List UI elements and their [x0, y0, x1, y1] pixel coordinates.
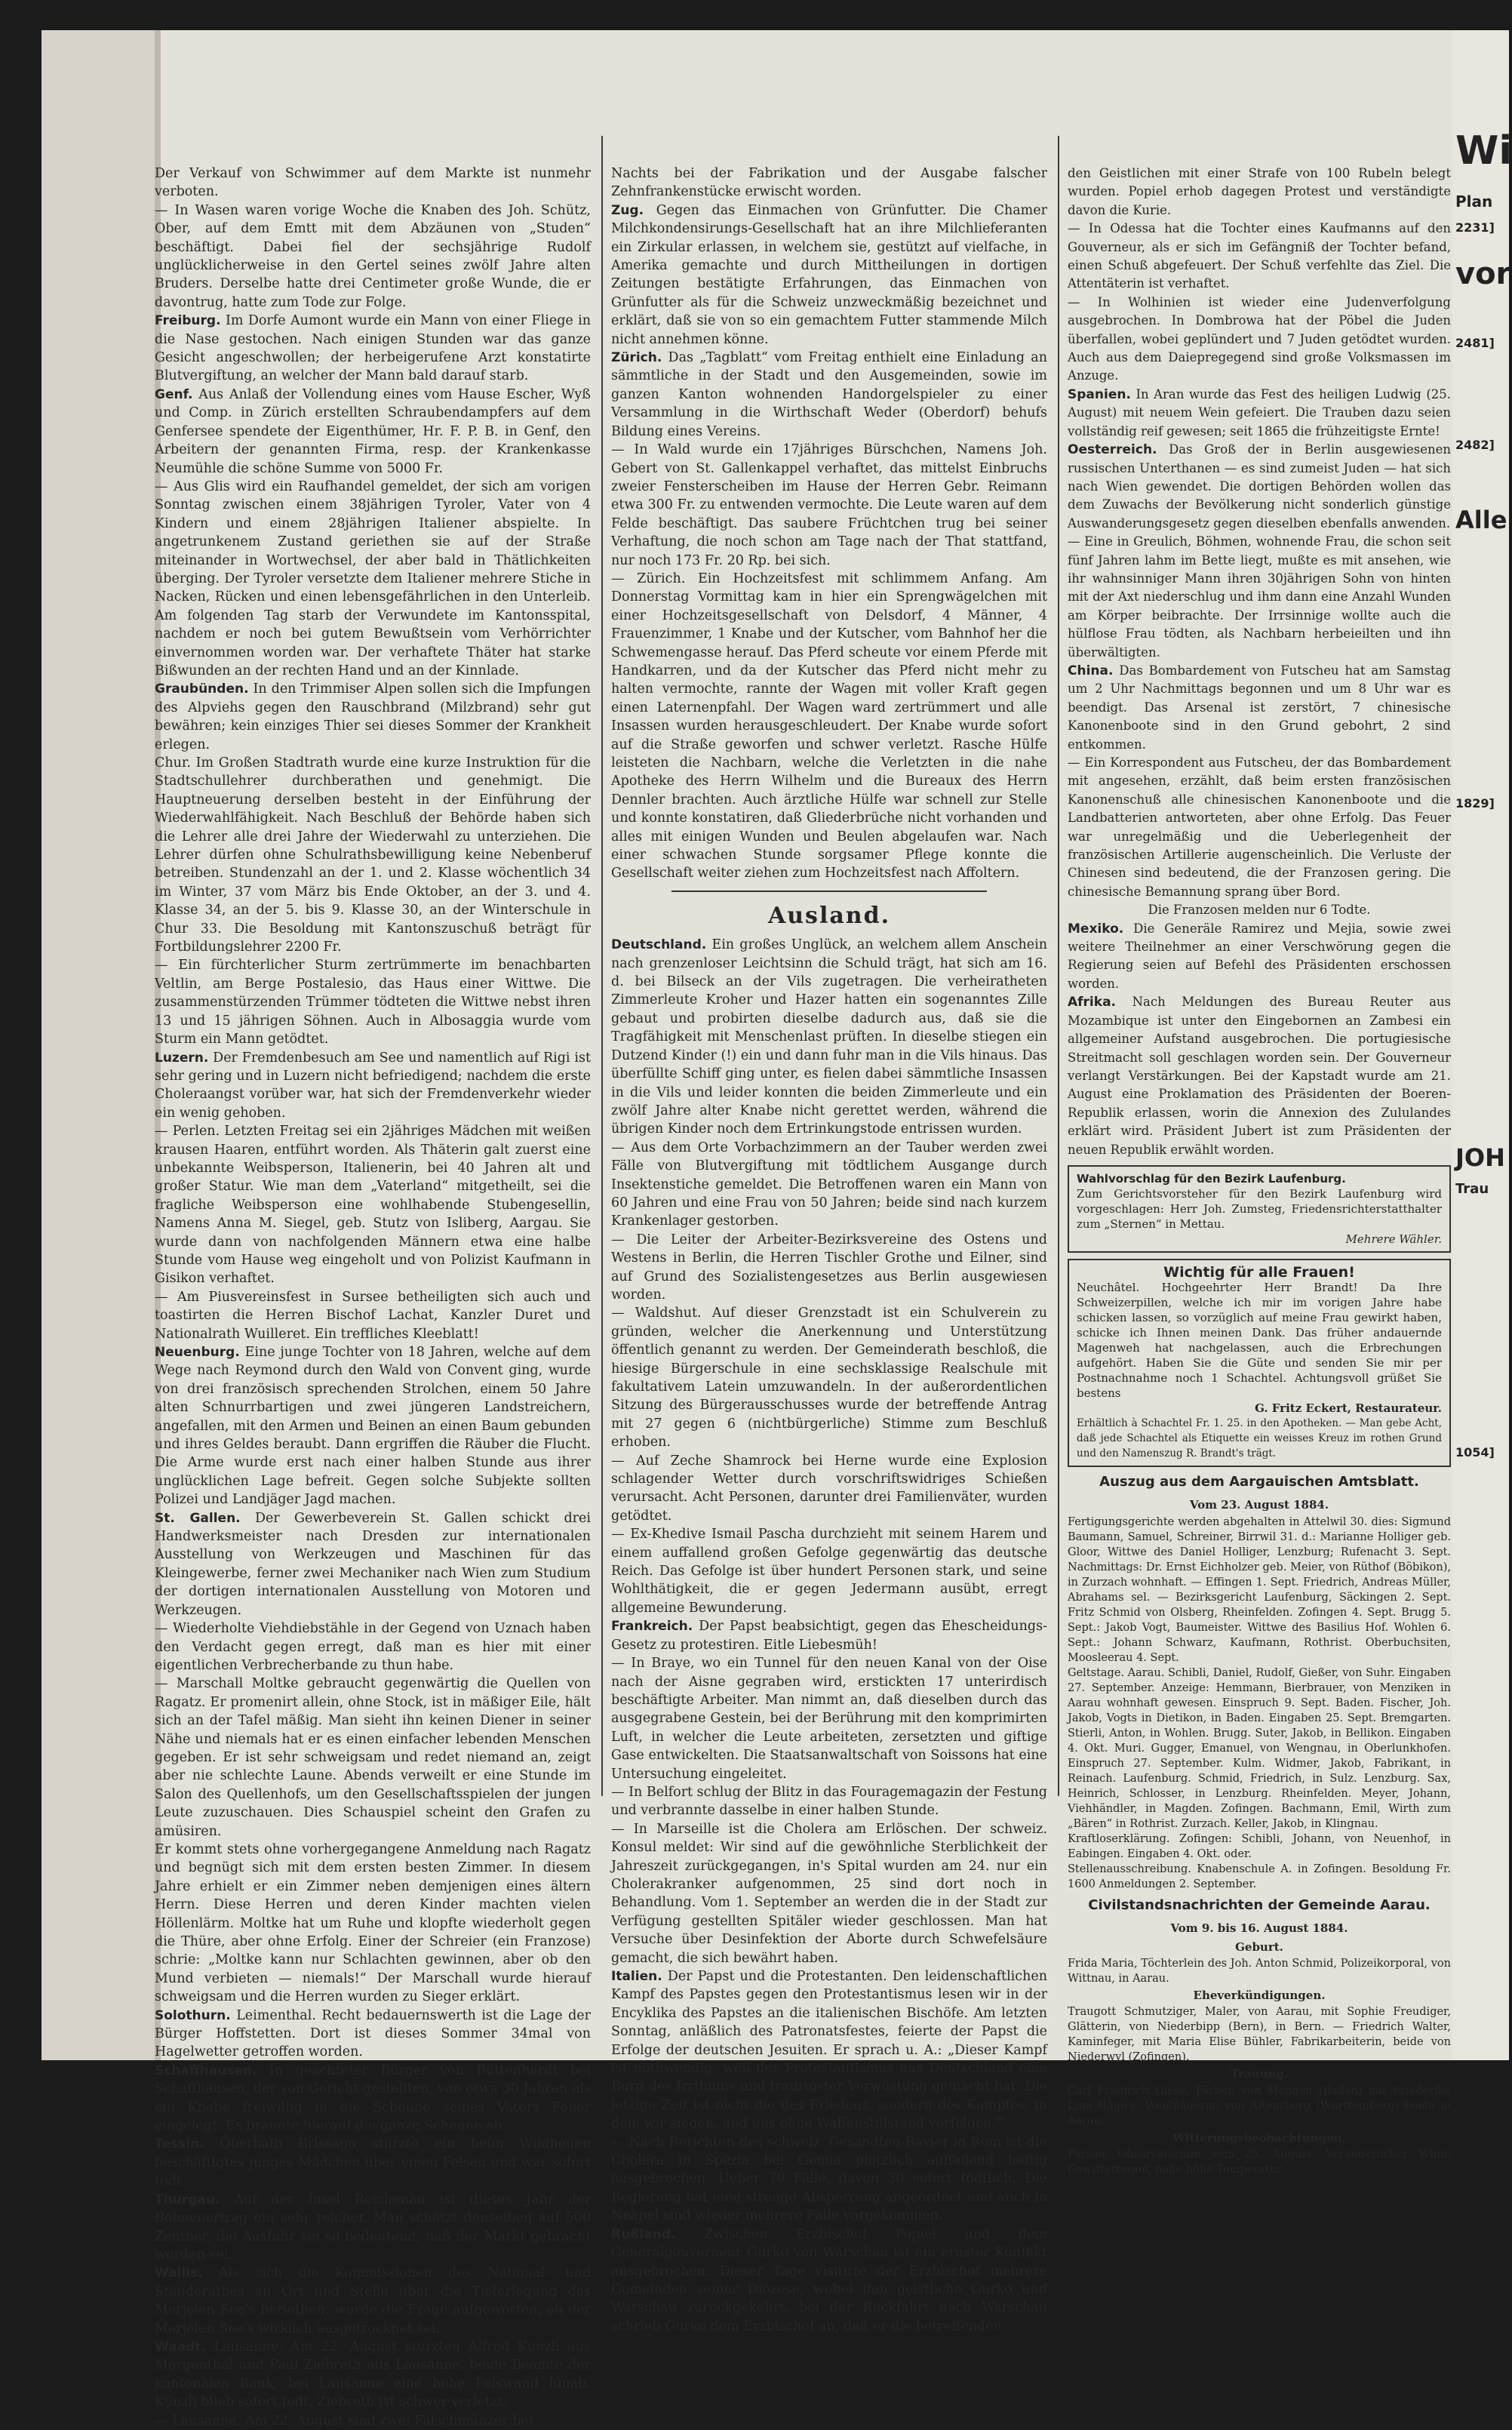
election-notice-title: Wahlvorschlag für den Bezirk Laufenburg. — [1077, 1171, 1346, 1186]
country-heading: Mexiko. — [1068, 921, 1124, 937]
canton-heading: Zug. — [611, 202, 644, 218]
paragraph — [611, 2225, 1047, 2336]
edge-fragment: Wi — [1455, 128, 1512, 174]
article-text: Lausanne. Am 22. August stürzten Alfred Künzli aus Morgenthal und Paul Ziebreth aus Lausanne, beide Beamte der kantonalen Bank, bei Lausanne eine hohe Felswand hinab. Künzli blieb sofort todt, Ziebreth ist schwer verletzt. — [155, 2339, 591, 2410]
paragraph — [155, 312, 591, 386]
paragraph — [155, 1049, 591, 1123]
column-3 — [1068, 165, 1451, 2177]
paragraph: — Wiederholte Viehdiebstähle in der Gegend von Uznach haben den Verdacht gegen erregt, daß man es hier mit einer eigentlichen Verbrecherbande zu thun habe. — [155, 1621, 591, 1673]
paragraph — [155, 2338, 591, 2412]
gazette-date: Vom 23. August 1884. — [1189, 1498, 1329, 1512]
paragraph — [155, 1509, 591, 1619]
marriage-heading: Trauung. — [1230, 2067, 1289, 2081]
paragraph: den Geistlichen mit einer Strafe von 100 Rubeln belegt wurden. Popiel erhob dagegen Protest und verständigte davon die Kurie. — [1068, 166, 1451, 217]
edge-fragment: JOH — [1455, 1143, 1505, 1172]
article-text: Leimenthal. Recht bedauernswerth ist die Lage der Bürger Hoffstetten. Dort ist dieses Sommer 34mal von Hagelwetter getroffen worden. — [155, 2007, 591, 2060]
election-notice-text: Zum Gerichtsvorsteher für den Bezirk Laufenburg wird vorgeschlagen: Herr Joh. Zumsteg, Friedensrichterstatthalter zum „Sternen“ in Mettau. — [1077, 1186, 1442, 1231]
advertisement-text: Neuchâtel. Hochgeehrter Herr Brandt! Da Ihre Schweizerpillen, welche ich mir im vorigen Jahre habe schicken lassen, so vorzüglich auf meine Frau gewirkt haben, schicke ich Ihnen meinen Dank. Das früher andauernde Magenweh hat nachgelassen, auch die Erbrechungen aufgehört. Haben Sie die Güte und senden Sie mir per Postnachnahme noch 1 Schachtel. Achtungsvoll grüßet Sie bestens — [1077, 1280, 1442, 1400]
paragraph: — Aus Glis wird ein Raufhandel gemeldet, der sich am vorigen Sonntag zwischen einem 38jährigen Tyroler, Vater von 4 Kindern und einem 28jährigen Italiener abspielte. In angetrunkenem Zustand geriethen sie auf der Straße miteinander in Wortwechsel, der aber bald in Thätlichkeiten überging. Der Tyroler versetzte dem Italiener mehrere Stiche in Nacken, Rücken und einen lebensgefährlichen in den Unterleib. Am folgenden Tag starb der Verwundete im Kantonsspital, nachdem er noch bei gutem Bewußtsein vom Verhörrichter einvernommen worden war. Der verhaftete Thäter hat starke Bißwunden an der rechten Hand und an der Kinnlade. — [155, 478, 591, 678]
country-heading: Afrika. — [1068, 995, 1116, 1010]
paragraph — [611, 1617, 1047, 1654]
paragraph: — In Braye, wo ein Tunnel für den neuen Kanal von der Oise nach der Aisne gegraben wird, erstickten 17 unterirdisch beschäftigte Arbeiter. Man nimmt an, daß dieselben durch das ausgegrabene Gestein, bei der Berührung mit den komprimirten Luft, in welcher die Leute arbeiteten, zersetzten und giftige Gase entwickelten. Die Staatsanwaltschaft von Soissons hat eine Untersuchung eingeleitet. — [611, 1656, 1047, 1782]
article-text: Als sich die Kommissionen des National- und Ständerathes an Ort und Stelle über die Tieferlegung des Merjelen See's beriethen, wurde die Frage aufgeworfen, ob der Merjelen See's wirklich ausgetrocknet sei. — [155, 2265, 591, 2336]
facing-page-edge — [1452, 30, 1512, 2060]
paragraph — [611, 936, 1047, 1138]
canton-heading: Luzern. — [155, 1050, 209, 1066]
paragraph — [1068, 386, 1451, 441]
edge-fragment: Trau — [1455, 1181, 1489, 1197]
article-text: Eine junge Tochter von 18 Jahren, welche auf dem Wege nach Reymond durch den Wald von Convent ging, wurde von drei französisch sprechenden Strolchen, einem 50 Jahre alten Schnurrbartigen und zwei jüngeren Landstreichern, angefallen, mit den Armen und Beinen an einen Baum gebunden und ihres Geldes beraubt. Dann ergriffen die Räuber die Flucht. Die Arme wurde erst nach einer halben Stunde aus ihrer unglücklichen Lage befreit. Gegen solche Subjekte sollten Polizei und Landjäger Jagd machen. — [155, 1345, 591, 1508]
births-heading: Geburt. — [1235, 1939, 1283, 1954]
edge-fragment: 2482] — [1455, 438, 1495, 452]
paragraph: — Eine in Greulich, Böhmen, wohnende Frau, die schon seit fünf Jahren lahm im Bette liegt, mußte es mit ansehen, wie ihr wahnsinniger Mann ihren 30jährigen Sohn von hinten mit der Axt niederschlug und ihm dann eine Anzahl Wunden am Körper beibrachte. Der Irrsinnige wollte auch die hülflose Frau tödten, als Nachbarn herbeieilten und ihn überwältigten. — [1068, 534, 1451, 660]
advertisement-note: Erhältlich à Schachtel Fr. 1. 25. in den Apotheken. — Man gebe Acht, daß jede Schachtel als Etiquette ein weisses Kreuz im rothen Grund und den Namenszug R. Brandt's trägt. — [1077, 1416, 1442, 1460]
paragraph — [155, 2264, 591, 2338]
article-text: Auf der Insel Reichenau ist dieses Jahr der Bohnenertrag ein sehr reicher. Man schätzt denselben auf 500 Zentner, die Ausfuhr sei so bedeutend, daß der Markt gebracht worden sei. — [155, 2192, 591, 2262]
canton-heading: Solothurn. — [155, 2007, 231, 2023]
paragraph — [1068, 993, 1451, 1159]
weather-text: Pariser Observatorium vom 25. August. Veränderlicher Wind, Gewitterregen, nahe höhe Temperatur. — [1068, 2149, 1451, 2176]
gazette-text: Stellenausschreibung. Knabenschule A. in Zofingen. Besoldung Fr. 1600 Anmeldungen 2. September. — [1068, 1862, 1451, 1890]
canton-heading: Tessin. — [155, 2136, 204, 2152]
section-separator — [671, 890, 987, 892]
paragraph — [155, 2135, 591, 2190]
article-text: Zwischen Erzbischof Popiel und dem Generalgouverneur Gurko von Warschau ist ein ernster Konflikt ausgebrochen. Dieser Tage visitirte der Erzbischof mehrere Gemeinden seiner Diözese, wobei ihm geistliche Gurko und Warschau zurückgekehrt, bei der Rückfahrt nach Warschau schrieb Gurko dem Erzbischof an, daß er die betreffenden — [611, 2226, 1047, 2334]
article-text: Aus Anlaß der Vollendung eines vom Hause Escher, Wyß und Comp. in Zürich erstellten Schraubendampfers auf dem Genfersee spendete der Eigenthümer, Hr. F. P. B. in Genf, den Arbeitern der genannten Firma, resp. der Krankenkasse Neumühle die schöne Summe von 5000 Fr. — [155, 386, 591, 476]
edge-fragment: 2481] — [1455, 336, 1495, 350]
newspaper-page — [41, 30, 1452, 2428]
canton-heading: St. Gallen. — [155, 1510, 241, 1526]
column-rule — [601, 136, 603, 1796]
gazette-text: Geltstage. Aarau. Schibli, Daniel, Rudolf, Gießer, von Suhr. Eingaben 27. September. Anzeige: Hemmann, Bierbrauer, von Menziken in Aarau wohnhaft gewesen. Einspruch 9. Sept. Baden. Fischer, Joh. Jakob, Vogts in Dietikon, in Baden. Eingaben 25. Sept. Bremgarten. Stierli, Anton, in Wohlen. Brugg. Suter, Jakob, in Bellikon. Eingaben 4. Okt. Muri. Gugger, Emanuel, von Wengnau, in Oberlunkhofen. Einspruch 27. September. Kulm. Widmer, Jakob, Fabrikant, in Reinach. Laufenburg. Schmid, Friedrich, in Sulz. Lenzburg. Sax, Heinrich, Schlosser, in Lenzburg. Rheinfelden. Meyer, Johann, Viehhändler, in Magden. Zofingen. Bachmann, Emil, Wirth zum „Bären“ in Rothrist. Zurzach. Keller, Jakob, in Klingnau. — [1068, 1666, 1451, 1830]
paragraph — [155, 2007, 591, 2062]
paragraph: Er kommt stets ohne vorhergegangene Anmeldung nach Ragatz und begnügt sich mit dem ersten besten Zimmer. In diesem Jahre erhielt er ein Zimmer neben demjenigen eines ältern Herrn. Diese Herren und deren Kinder machten vielen Höllenlärm. Moltke hat um Ruhe und klopfte wiederholt gegen die Thüre, aber ohne Erfolg. Einer der Schreier (ein Franzose) schrie: „Moltke kann nur Schlachten gewinnen, aber ob den Mund verbieten — niemals!“ Der Marschall wurde hierauf schweigsam und die Herren wurden zu Sieger erklärt. — [155, 1841, 591, 2005]
paragraph: Chur. Im Großen Stadtrath wurde eine kurze Instruktion für die Stadtschullehrer durchberathen und genehmigt. Die Hauptneuerung derselben besteht in der Einführung der Wiederwahlfähigkeit. Nach Beschluß der Behörde haben sich die Lehrer alle drei Jahre der Wiederwahl zu unterziehen. Die Lehrer dürfen ohne Schulrathsbewilligung keine Nebenberuf betreiben. Stundenzahl an der 1. und 2. Klasse wöchentlich 34 im Winter, 37 vom März bis Ende Oktober, an der 3. und 4. Klasse 34, an der 5. bis 9. Klasse 30, an der Winterschule in Chur 33. Die Besoldung mit Kantonszuschuß beträgt für Fortbildungslehrer 2200 Fr. — [155, 755, 591, 955]
article-text: Das „Tagblatt“ vom Freitag enthielt eine Einladung an sämmtliche in der Stadt und den Ausgemeinden, sowie im ganzen Kanton wohnenden Handorgelspieler zu einer Versammlung in die Wirthschaft Weder (Oberdorf) behufs Bildung eines Vereins. — [611, 350, 1047, 439]
banns-text: Traugott Schmutziger, Maler, von Aarau, mit Sophie Freudiger, Glätterin, von Niederbipp (Bern), in Bern. — Friedrich Walter, Kaminfeger, mit Maria Elise Bühler, Fabrikarbeiterin, beide von Niederwyl (Zofingen). — [1068, 2006, 1451, 2064]
article-text: Der Fremdenbesuch am See und namentlich auf Rigi ist sehr gering und in Luzern nicht befriedigend; nachdem die erste Choleraangst vorüber war, hat sich der Fremdenverkehr wieder ein wenig gehoben. — [155, 1050, 591, 1121]
article-text: Ein großes Unglück, an welchem allem Anschein nach grenzenloser Leichtsinn die Schuld trägt, hat sich am 16. d. bei Bilseck an der Vils zugetragen. Die verheiratheten Zimmerleute Kroher und Hazer hatten ein sogenanntes Zille gebaut und probirten dieselbe dadurch aus, daß sie die Tragfähigkeit mit Menschenlast prüften. In dieselbe stiegen ein Dutzend Kinder (!) ein und dann fuhr man in die Vils hinaus. Das überfüllte Schiff ging unter, es fielen dabei sämmtliche Insassen in die Vils und leider konnten die beiden Zimmerleute und ein zwölf Jahre alter Knabe nicht gerettet werden, während die übrigen Kinder noch dem Ertrinkungstode entrissen wurden. — [611, 937, 1047, 1137]
country-heading: Spanien. — [1068, 386, 1131, 402]
paragraph: — In Odessa hat die Tochter eines Kaufmanns auf den Gouverneur, als er sich im Gefängniß der Tochter befand, einen Schuß abgefeuert. Der Schuß verfehlte das Ziel. Die Attentäterin ist verhaftet. — [1068, 221, 1451, 291]
article-text: Das Groß der in Berlin ausgewiesenen russischen Unterthanen — es sind zumeist Juden — hat sich nach Wien gewendet. Die dortigen Behörden wollen das dem Zuwachs der Bevölkerung nicht sonderlich günstige Auswanderungsgesetz gegen dieselben ebenfalls anwenden. — [1068, 442, 1451, 531]
advertisement-title: Wichtig für alle Frauen! — [1163, 1263, 1355, 1281]
civil-registry-date: Vom 9. bis 16. August 1884. — [1170, 1921, 1348, 1936]
paragraph: — Ein Korrespondent aus Futscheu, der das Bombardement mit angesehen, erzählt, daß beim ersten französischen Kanonenschuß alle chinesischen Kanonenboote und die Landbatterien antworteten, aber ohne Erfolg. Das Feuer war unregelmäßig und die Ueberlegenheit der französischen Artillerie augenscheinlich. Die Verluste der Chinesen sind bedeutend, die der Franzosen gering. Die chinesische Bemannung sprang über Bord. — [1068, 755, 1451, 899]
paragraph: — Lausanne. Am 22. August sind zwei Falschmünzer bei — [155, 2413, 533, 2428]
article-text: In Aran wurde das Fest des heiligen Ludwig (25. August) mit neuem Wein gefeiert. Die Trauben dazu seien vollständig reif gewesen; seit 1865 die frühzeitigste Ernte! — [1068, 386, 1451, 438]
country-heading: Oesterreich. — [1068, 442, 1157, 458]
births-text: Frida Maria, Töchterlein des Joh. Anton Schmid, Polizeikorporal, von Wittnau, in Aarau. — [1068, 1957, 1451, 1985]
edge-fragment: 2231] — [1455, 220, 1495, 235]
article-text: Oberhalb Brissago stürzte ein beim Wildheuen beschäftigtes junges Mädchen über einen Felsen und war sofort todt. — [155, 2136, 591, 2189]
paragraph: — Zürich. Ein Hochzeitsfest mit schlimmem Anfang. Am Donnerstag Vormittag kam in hier ein Sprengwägelchen mit einer Hochzeitsgesellschaft von Delsdorf, 4 Männer, 4 Frauenzimmer, 1 Knabe und der Kutscher, vom Bahnhof her die Schwemengasse herauf. Das Pferd scheute vor einem Pferde mit Handkarren, und da der Kutscher das Pferd nicht mehr zu halten vermochte, rannte der Wagen mit voller Kraft gegen einen Laternenpfahl. Der Wagen ward zertrümmert und alle Insassen wurden herausgeschleudert. Der Knabe wurde sofort auf die Straße geworfen und schwer verletzt. Rasche Hülfe leisteten die Nachbarn, welche die Verletzten in die nahe Apotheke des Herrn Wilhelm und die Bureaux des Herrn Dennler brachten. Auch ärztliche Hülfe war schnell zur Stelle und konnte konstatiren, daß Gliederbrüche nicht vorhanden und alles mit einigen Wunden und Beulen abgelaufen war. Nach einer schwachen Stunde sorgsamer Pflege konnte die Gesellschaft weiter ziehen zum Hochzeitsfest nach Affoltern. — [611, 571, 1047, 881]
edge-fragment: 1829] — [1455, 796, 1495, 811]
column-2 — [611, 165, 1047, 2336]
country-heading: Rußland. — [611, 2226, 676, 2242]
advertisement — [1068, 1259, 1451, 1467]
paragraph — [155, 2191, 591, 2265]
paragraph: — Auf Zeche Shamrock bei Herne wurde eine Explosion schlagender Wetter durch vorschriftswidriges Schießen verursacht. Acht Personen, darunter drei Familienväter, wurden getödtet. — [611, 1453, 1047, 1524]
gazette-text: Fertigungsgerichte werden abgehalten in Attelwil 30. dies: Sigmund Baumann, Samuel, Schreiner, Birrwil 31. d.: Marianne Holliger geb. Gloor, Wittwe des Daniel Holliger, Lenzburg; Rufenacht 3. Sept. Nachmittags: Dr. Ernst Eichholzer geb. Meier, von Rüthof (Böbikon), in Zurzach wohnhaft. — Effingen 1. Sept. Friedrich, Andreas Müller, Abrahams sel. — Bezirksgericht Laufenburg, Säckingen 2. Sept. Fritz Schmid von Olsberg, Rheinfelden. Zofingen 4. Sept. Brugg 5. Sept.: Jakob Vogt, Baumeister. Wittwe des Basilius Hof. Wohlen 6. Sept.: Johann Schwarz, Kaufmann, Rothrist. Oberbuchsiten, Moosleerau 4. Sept. — [1068, 1515, 1451, 1664]
article-text: Der Papst beabsichtigt, gegen das Ehescheidungs-Gesetz zu protestiren. Eitle Liebesmüh! — [611, 1619, 1047, 1653]
paragraph — [155, 386, 591, 478]
weather-heading: Witterungsbeobachtungen. — [1172, 2130, 1346, 2145]
paragraph: — In Wasen waren vorige Woche die Knaben des Joh. Schütz, Ober, auf dem Emtt mit dem Abzäunen von „Studen“ beschäftigt. Dabei fiel der sechsjährige Rudolf unglücklicherweise in den Gertel seines zwölf Jahre alten Bruders. Derselbe hatte drei Centimeter große Wunde, die er davontrug, hatte zum Tode zur Folge. — [155, 202, 591, 310]
canton-heading: Wallis. — [155, 2265, 203, 2281]
paragraph: — In Belfort schlug der Blitz in das Fouragemagazin der Festung und verbrannte dasselbe in einer halben Stunde. — [611, 1784, 1047, 1819]
edge-fragment: Plan — [1455, 192, 1493, 211]
canton-heading: Graubünden. — [155, 681, 249, 697]
paragraph — [155, 2062, 591, 2136]
paragraph — [1068, 441, 1451, 533]
paragraph — [1068, 920, 1451, 994]
gazette-heading: Auszug aus dem Aargauischen Amtsblatt. — [1099, 1473, 1419, 1490]
page-gutter — [41, 30, 155, 2060]
article-text: In geachteter Bürger von Büttenhardt bei Schaffhausen, der von Gericht gestellten, von etwa 30 Jahren als ein Knabe freiwillig in die Scheune seines Vaters Feuer eingelegt. Es brannte hierauf die ganze Scheune ab. — [155, 2062, 591, 2134]
paragraph: — Ein fürchterlicher Sturm zertrümmerte im benachbarten Veltlin, am Berge Postalesio, das Haus einer Wittwe. Die zusammenstürzenden Trümmer tödteten die Wittwe nebst ihren 13 und 15 jährigen Söhnen. Auch in Albosaggia wurde vom Sturm ein Mann getödtet. — [155, 958, 591, 1047]
paragraph: — In Wolhinien ist wieder eine Judenverfolgung ausgebrochen. In Dombrowa hat der Pöbel die Juden überfallen, wobei geplündert und 7 Juden getödtet wurden. Auch aus dem Daiepregegend sind große Volksmassen im Anzuge. — [1068, 294, 1451, 383]
article-text: Im Dorfe Aumont wurde ein Mann von einer Fliege in die Nase gestochen. Nach einigen Stunden war das ganze Gesicht angeschwollen; der herbeigerufene Arzt konstatirte Blutvergiftung, an welcher der Mann bald darauf starb. — [155, 313, 591, 384]
paragraph: — Am Piusvereinsfest in Sursee betheiligten sich auch und toastirten die Herren Bischof Lachat, Kanzler Duret und Nationalrath Wuilleret. Ein treffliches Kleeblatt! — [155, 1289, 591, 1342]
paragraph — [155, 680, 591, 754]
country-heading: Deutschland. — [611, 937, 707, 953]
paragraph — [1068, 662, 1451, 754]
country-heading: Italien. — [611, 1969, 662, 1984]
paragraph: Die Franzosen melden nur 6 Todte. — [1148, 903, 1371, 918]
canton-heading: Waadt. — [155, 2339, 206, 2355]
canton-heading: Neuenburg. — [155, 1345, 240, 1360]
article-text: In den Trimmiser Alpen sollen sich die Impfungen des Alpviehs gegen den Rauschbrand (Milzbrand) sehr gut bewähren; kein einziges Thier sei dieses Sommer der Krankheit erlegen. — [155, 681, 591, 752]
paragraph: — Ex-Khedive Ismail Pascha durchzieht mit seinem Harem und einem auffallend großen Gefolge gegenwärtig das deutsche Reich. Das Gefolge ist über hundert Personen stark, und seine Wohlthätigkeit, die er gegen Jedermann ausübt, erregt allgemeine Bewunderung. — [611, 1527, 1047, 1616]
election-notice — [1068, 1165, 1451, 1253]
marriage-text: Carl Friedrich Giese, Färber, von Mengen (Baden) mit Friederike Lina Häge'e, Weißnäherin, von Altensberg (Württemberg) beide in Aarau. — [1068, 2084, 1451, 2127]
article-text: Nach Meldungen des Bureau Reuter aus Mozambique ist unter den Eingebornen an Zambesi ein allgemeiner Aufstand ausgebrochen. Die portugiesische Streitmacht soll geschlagen worden sein. Der Gouverneur verlangt Verstärkungen. Bei der Kapstadt wurde am 21. August eine Proklamation des Präsidenten der Boeren-Republik erlassen, worin die Annexion des Zululandes erklärt wird. Präsident Jubert ist zum Präsidenten der neuen Republik erwählt worden. — [1068, 995, 1451, 1157]
paragraph: — Aus dem Orte Vorbachzimmern an der Tauber werden zwei Fälle von Blutvergiftung mit tödtlichem Ausgange durch Insektenstiche gemeldet. Die Betroffenen waren ein Mann von 60 Jahren und eine Frau von 50 Jahren; beide sind nach kurzem Krankenlager gestorben. — [611, 1140, 1047, 1229]
gazette-text: Kraftloserklärung. Zofingen: Schibli, Johann, von Neuenhof, in Eabingen. Eingaben 4. Okt. oder. — [1068, 1832, 1451, 1860]
country-heading: Frankreich. — [611, 1619, 693, 1635]
paragraph: Nachts bei der Fabrikation und der Ausgabe falscher Zehnfrankenstücke erwischt worden. — [611, 166, 1047, 200]
advertisement-signature: G. Fritz Eckert, Restaurateur. — [1255, 1401, 1442, 1415]
canton-heading: Freiburg. — [155, 313, 221, 329]
canton-heading: Zürich. — [611, 350, 662, 366]
paragraph — [155, 1343, 591, 1509]
paragraph: — Marschall Moltke gebraucht gegenwärtig die Quellen von Ragatz. Er promenirt allein, ohne Stock, ist in mäßiger Eile, hält sich an der Tafel mäßig. Man sieht ihn keinen Diener in seiner Nähe und niemals hat er es einen einfacher lebenden Menschen gegeben. Er ist sehr schweigsam und redet niemand an, zeigt aber nie schlechte Laune. Abends verweilt er eine Stunde im Salon des Quellenhofs, um den Gesellschaftsspielen der jungen Leute zuzuschauen. Dies Schauspiel scheint den Grafen zu amüsiren. — [155, 1676, 591, 1839]
canton-heading: Thurgau. — [155, 2192, 220, 2207]
canton-heading: Genf. — [155, 386, 193, 402]
paragraph: — Die Leiter der Arbeiter-Bezirksvereine des Ostens und Westens in Berlin, die Herren Tischler Grothe und Eilner, sind auf Grund des Sozialistengesetzes aus Berlin ausgewiesen worden. — [611, 1232, 1047, 1303]
paragraph: — In Wald wurde ein 17jähriges Bürschchen, Namens Joh. Gebert von St. Gallenkappel verhaftet, das mittelst Einbruchs zweier Fensterscheiben im Hause der Herren Gebr. Reimann etwa 300 Fr. zu entwenden vermochte. Die Leute waren auf dem Felde beschäftigt. Das saubere Früchtchen trug bei seiner Verhaftung, die noch schon am Tage nach der That stattfand, nur noch 173 Fr. 20 Rp. bei sich. — [611, 442, 1047, 568]
article-text: Gegen das Einmachen von Grünfutter. Die Chamer Milchkondensirungs-Gesellschaft hat an ihre Milchlieferanten ein Zirkular erlassen, in welchem sie, gestützt auf vielfache, in Amerika gemachte und durch Mittheilungen in dortigen Zeitungen bestätigte Erfahrungen, das Einmachen von Grünfutter als für die Schweiz unzweckmäßig bezeichnet und erklärt, daß sie von so ein gemachtem Futter stammende Milch nicht annehmen könne. — [611, 202, 1047, 347]
paragraph — [611, 201, 1047, 349]
paragraph — [611, 1967, 1047, 2133]
article-text: Der Papst und die Protestanten. Den leidenschaftlichen Kampf des Papstes gegen den Protestantismus lesen wir in der Encyklika des Papstes an die italienischen Bischöfe. Am letzten Sonntag, anläßlich des Patronatsfestes, feierte der Papst die Erfolge der deutschen Jesuiten. Er sprach u. A.: „Dieser Kampf ist nothwendig, weil der Protestantismus aus Deutschland eine Burg des Irrthums und traurigster Verwüstung gemacht hat. Die jetzige Zeit ist nicht die des Friedens, sondern des Kampfes, in dem wir siegen, und uns ohne Waffenstillstand verfolgen.“ — [611, 1969, 1047, 2132]
article-text: Das Bombardement von Futscheu hat am Samstag um 2 Uhr Nachmittags begonnen und um 8 Uhr war es beendigt. Das Arsenal ist zerstört, 7 chinesische Kanonenboote sind in den Grund gebohrt, 2 sind entkommen. — [1068, 663, 1451, 752]
paragraph: Der Verkauf von Schwimmer auf dem Markte ist nunmehr verboten. — [155, 166, 591, 200]
paragraph: — In Marseille ist die Cholera am Erlöschen. Der schweiz. Konsul meldet: Wir sind auf die gewöhnliche Sterblichkeit der Jahreszeit zurückgegangen, in's Spital wurden am 24. nur ein Cholerakranker aufgenommen, 25 sind dort noch in Behandlung. Vom 1. September an werden die in der Stadt zur Verfügung gestellten Spitäler wieder geschlossen. Man hat Versuche über Desinfektion der Aborte durch Schwefelsäure gemacht, die sich bewährt haben. — [611, 1821, 1047, 1966]
banns-heading: Eheverkündigungen. — [1193, 1988, 1326, 2002]
edge-fragment: 1054] — [1455, 1445, 1495, 1460]
country-heading: China. — [1068, 663, 1114, 678]
column-1 — [155, 165, 591, 2430]
canton-heading: Schaffhausen. — [155, 2062, 257, 2078]
article-text: Der Gewerbeverein St. Gallen schickt drei Handwerksmeister nach Dresden zur internationalen Ausstellung von Werkzeugen und Maschinen für das Kleingewerbe, ferner zwei Mechaniker nach Wien zum Studium der dortigen internationalen Ausstellung von Motoren und Werkzeugen. — [155, 1510, 592, 1618]
civil-registry-heading: Civilstandsnachrichten der Gemeinde Aarau. — [1088, 1896, 1431, 1913]
election-notice-signature: Mehrere Wähler. — [1345, 1232, 1442, 1246]
edge-fragment: vor — [1455, 257, 1511, 291]
column-rule — [1058, 136, 1059, 1796]
paragraph: — Nach Berichten des schweiz. Gesandten Bavier in Rom ist die Cholera in Spezia bei Genua plötzlich auffallend heftig ausgebrochen. Ueber 70 Fälle, davon 30 sofort tödtlich. Die Regierung hat eine strenge Absperrung angeordnet und auch in Neapel sind wieder mehrere Fälle vorgekommen. — [611, 2134, 1047, 2224]
paragraph: — Perlen. Letzten Freitag sei ein 2jähriges Mädchen mit weißen krausen Haaren, entführt worden. Als Thäterin galt zuerst eine unbekannte Weibsperson, Italienerin, bei 40 Jahren alt und großer Statur. Wie man dem „Vaterland“ mitgetheilt, sei die fragliche Weibsperson eine wohlhabende Stubengesellin, Namens Anna M. Siegel, geb. Stutz von Isliberg, Aargau. Sie wurde dann von nachfolgenden Männern etwa eine halbe Stunde vom Hause weg eingeholt und von Polizist Kaufmann in Gisikon verhaftet. — [155, 1124, 591, 1287]
paragraph — [611, 349, 1047, 441]
paragraph: — Waldshut. Auf dieser Grenzstadt ist ein Schulverein zu gründen, welcher die Anerkennung und Unterstützung öffentlich genannt zu werden. Der Gemeinderath beschloß, die hiesige Bürgerschule in eine sechsklassige Realschule mit fakultativem Latein umzuwandeln. In der außerordentlichen Sitzung des Bürgerausschusses wurde der betreffende Antrag mit 27 gegen 6 (nichtbürgerliche) Stimme zum Beschluß erhoben. — [611, 1306, 1047, 1450]
section-heading-ausland: Ausland. — [767, 902, 891, 929]
edge-fragment: Alle — [1455, 506, 1507, 534]
article-text: Die Generäle Ramirez und Mejia, sowie zwei weitere Theilnehmer an einer Verschwörung gegen die Regierung seien auf Befehl des Präsidenten erschossen worden. — [1068, 921, 1451, 991]
